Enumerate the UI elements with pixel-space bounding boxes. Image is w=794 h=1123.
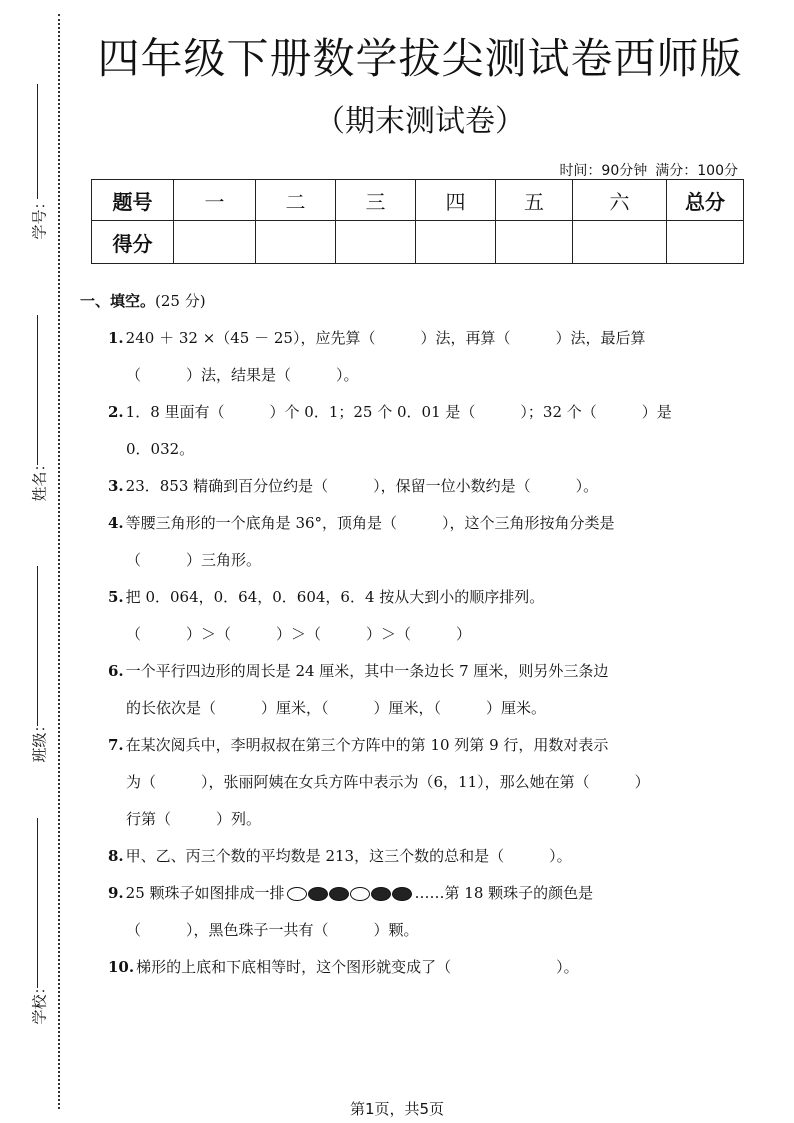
section-1-points: (25 分) — [155, 292, 206, 310]
question-text: 把 0．064，0．64，0．604，6．4 按从大到小的顺序排列。 — [125, 588, 545, 606]
question-text: 240 ＋ 32 ×（45 － 25），应先算（ ）法，再算（ ）法，最后算 — [125, 329, 646, 347]
section-1-title — [80, 290, 206, 311]
header-cell-5: 五 — [496, 180, 573, 221]
page-footer: 第1页，共5页 — [349, 1100, 445, 1118]
question-text: 梯形的上底和下底相等时，这个图形就变成了（ ）。 — [136, 958, 579, 976]
question-text: 25 颗珠子如图排成一排 — [125, 884, 285, 902]
question-6 — [108, 653, 718, 727]
score-cell-2[interactable] — [256, 221, 336, 264]
score-cell-total[interactable] — [667, 221, 744, 264]
question-number: 2. — [108, 403, 124, 421]
question-text: 23．853 精确到百分位约是（ ），保留一位小数约是（ ）。 — [125, 477, 599, 495]
header-cell-total: 总分 — [667, 180, 744, 221]
class-label: 班级： — [30, 717, 49, 763]
question-text: ……第 18 颗珠子的颜色是 — [414, 884, 594, 902]
score-cell-5[interactable] — [496, 221, 573, 264]
name-field — [14, 315, 54, 505]
question-9 — [108, 875, 718, 949]
header-cell-6: 六 — [573, 180, 667, 221]
school-label: 学校： — [30, 979, 49, 1025]
score-cell-4[interactable] — [416, 221, 496, 264]
white-bead-icon — [287, 887, 307, 901]
question-text: 1．8 里面有（ ）个 0．1；25 个 0．01 是（ ）；32 个（ ）是 — [125, 403, 672, 421]
question-text: 行第（ ）列。 — [126, 810, 262, 828]
time-info — [559, 160, 738, 180]
full-score: 满分：100分 — [655, 163, 738, 179]
score-row-label: 得分 — [92, 221, 174, 264]
question-text: （ ）法，结果是（ ）。 — [126, 366, 359, 384]
question-number: 8. — [108, 847, 124, 865]
header-cell-3: 三 — [336, 180, 416, 221]
question-text: （ ），黑色珠子一共有（ ）颗。 — [126, 921, 419, 939]
question-text: 为（ ），张丽阿姨在女兵方阵中表示为（6，11），那么她在第（ ） — [126, 773, 650, 791]
score-cell-3[interactable] — [336, 221, 416, 264]
black-bead-icon — [308, 887, 328, 901]
white-bead-icon — [350, 887, 370, 901]
binding-dotted-line — [58, 14, 60, 1109]
header-cell-2: 二 — [256, 180, 336, 221]
question-text: （ ）＞（ ）＞（ ）＞（ ） — [126, 625, 472, 643]
black-bead-icon — [329, 887, 349, 901]
question-text: 一个平行四边形的周长是 24 厘米，其中一条边长 7 厘米，则另外三条边 — [125, 662, 609, 680]
header-cell-1: 一 — [174, 180, 256, 221]
section-1-heading: 一、填空。 — [80, 292, 156, 310]
name-label: 姓名： — [30, 456, 49, 502]
black-bead-icon — [392, 887, 412, 901]
score-table — [91, 179, 744, 264]
question-text: 的长依次是（ ）厘米，（ ）厘米，（ ）厘米。 — [126, 699, 547, 717]
question-number: 6. — [108, 662, 124, 680]
question-8 — [108, 838, 718, 875]
question-7 — [108, 727, 718, 838]
question-2 — [108, 394, 718, 468]
question-text: 甲、乙、丙三个数的平均数是 213，这三个数的总和是（ ）。 — [125, 847, 572, 865]
question-text: 在某次阅兵中，李明叔叔在第三个方阵中的第 10 列第 9 行，用数对表示 — [125, 736, 609, 754]
question-number: 3. — [108, 477, 124, 495]
question-5 — [108, 579, 718, 653]
score-table-header-row — [92, 180, 744, 221]
question-number: 9. — [108, 884, 124, 902]
question-1 — [108, 320, 718, 394]
school-field — [14, 818, 54, 1038]
header-cell-question-no: 题号 — [92, 180, 174, 221]
question-3 — [108, 468, 718, 505]
bead-row-illustration — [287, 887, 413, 901]
question-text: （ ）三角形。 — [126, 551, 262, 569]
question-list — [108, 320, 718, 986]
question-number: 10. — [108, 958, 135, 976]
question-number: 7. — [108, 736, 124, 754]
name-rule — [37, 315, 38, 465]
score-cell-6[interactable] — [573, 221, 667, 264]
student-id-label: 学号： — [30, 194, 49, 240]
question-4 — [108, 505, 718, 579]
question-text: 等腰三角形的一个底角是 36°，顶角是（ ），这个三角形按角分类是 — [125, 514, 615, 532]
question-number: 4. — [108, 514, 124, 532]
question-text: 0．032。 — [126, 440, 195, 458]
time-limit: 时间：90分钟 — [559, 163, 648, 179]
page-subtitle: （期末测试卷） — [315, 104, 525, 139]
score-table-score-row — [92, 221, 744, 264]
student-id-rule — [37, 84, 38, 199]
black-bead-icon — [371, 887, 391, 901]
question-10 — [108, 949, 718, 986]
class-field — [14, 566, 54, 766]
header-cell-4: 四 — [416, 180, 496, 221]
score-cell-1[interactable] — [174, 221, 256, 264]
school-rule — [37, 818, 38, 988]
page-title: 四年级下册数学拔尖测试卷西师版 — [97, 34, 743, 83]
question-number: 1. — [108, 329, 124, 347]
class-rule — [37, 566, 38, 726]
question-number: 5. — [108, 588, 124, 606]
student-id-field — [14, 84, 54, 264]
